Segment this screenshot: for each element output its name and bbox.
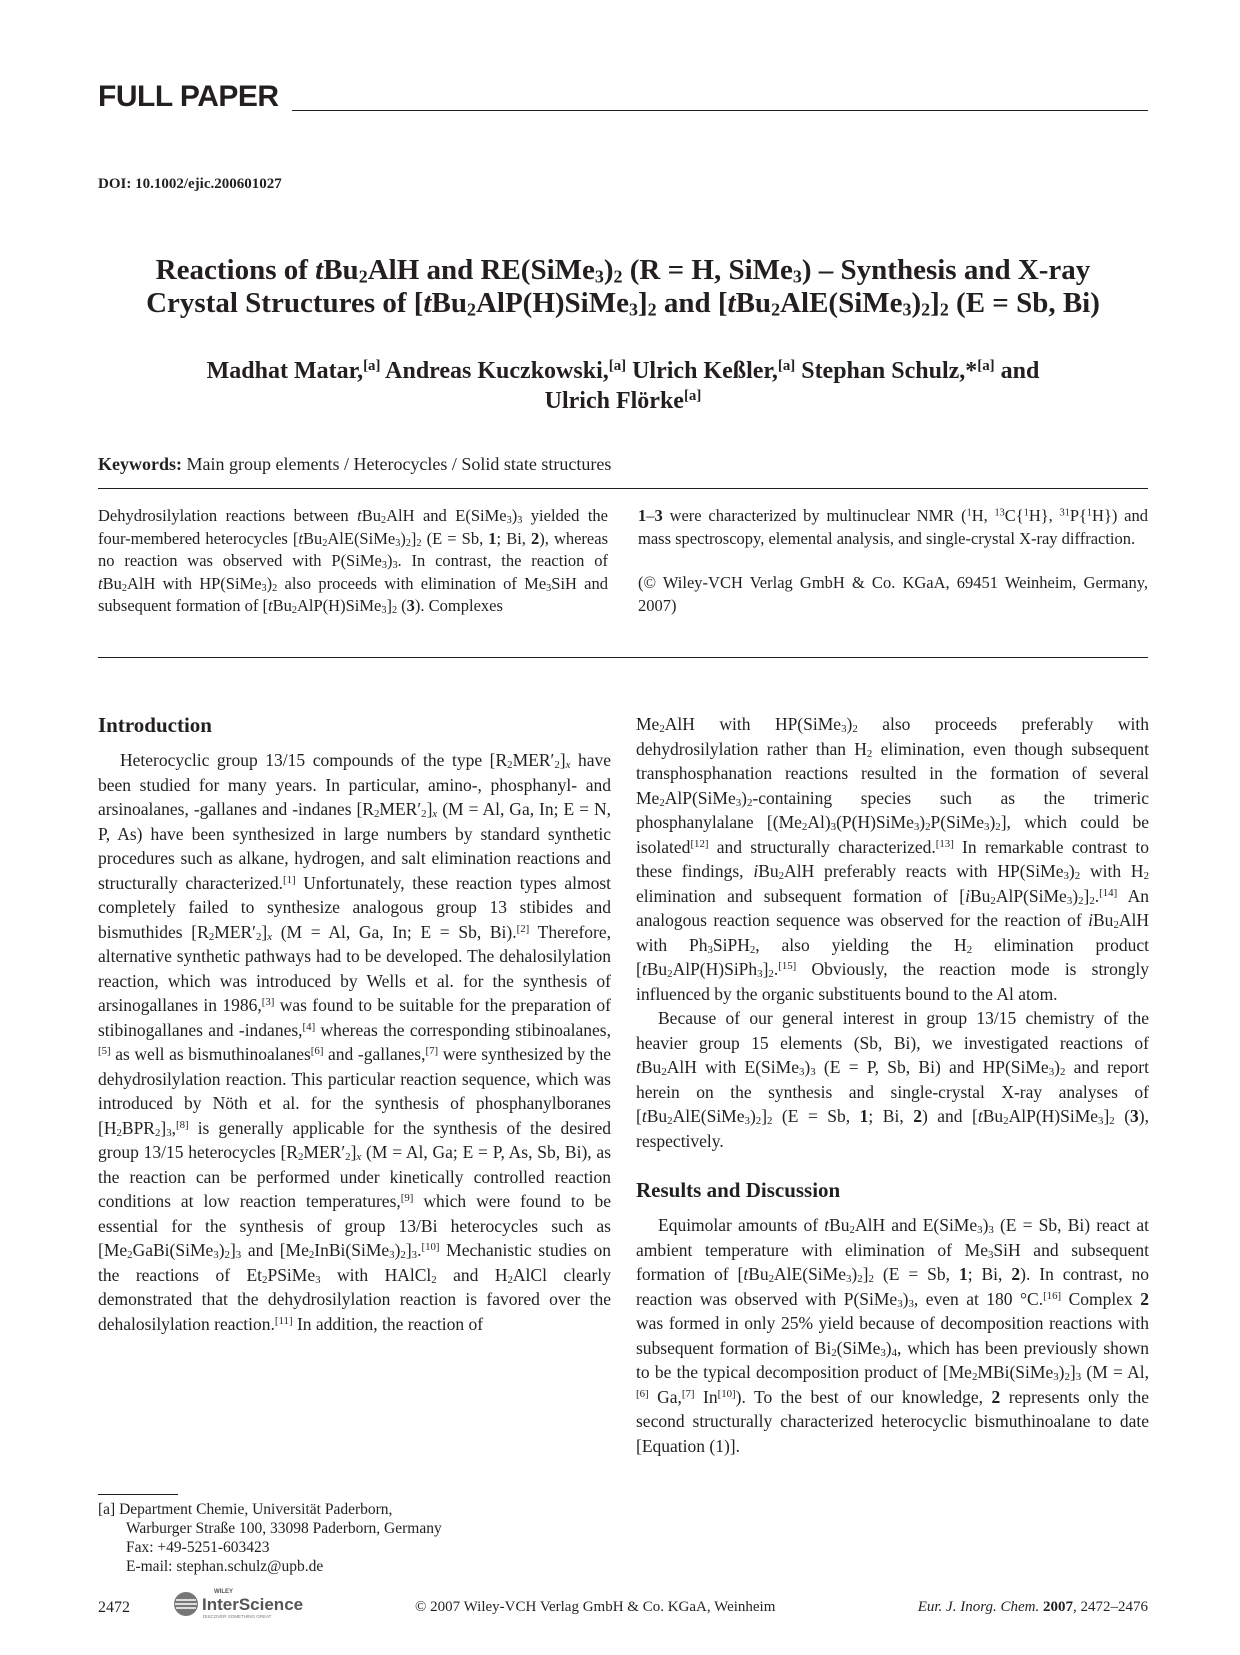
abstract-right: 1–3 were characterized by multinuclear NMR ($^1$H, $^{13}$C{$^1$H}, $^{31}$P{$^1$H}) and mass spectroscopy, elemental analysis, and single-crystal X-ray diffraction. (© Wiley-VCH Verlag GmbH & Co. KGaA, 69451 Weinheim, Germany, 2007) (638, 505, 1148, 617)
abstract-rule (98, 657, 1148, 658)
abstract-left: Dehydrosilylation reactions between tBu$_2$AlH and $E(SiMe_3)_3$ yielded the four-membered heterocycles $[tBu_2AlE(SiMe_3)_2]_2$ (E = Sb, 1; Bi, 2), whereas no reaction was observed with $P(SiMe_3)_3$. In contrast, the reaction of tBu$_2$AlH with $HP(SiMe_3)_2$ also proceeds with elimination of $Me_3SiH$ and subsequent formation of $[tBu_2AlP(H)SiMe_3]_2$ (3). Complexes (98, 506, 609, 617)
keywords-rule (98, 488, 1148, 489)
footer-copyright: © 2007 Wiley-VCH Verlag GmbH & Co. KGaA, Weinheim (415, 1599, 776, 1615)
doi: DOI: 10.1002/ejic.200601027 (98, 176, 282, 192)
footnote-rule (98, 1494, 178, 1495)
svg-text:DISCOVER SOMETHING GREAT: DISCOVER SOMETHING GREAT (203, 1614, 272, 1619)
svg-text:InterScience: InterScience (202, 1595, 304, 1614)
page-number: 2472 (98, 1599, 130, 1616)
abstract-copyright: (© Wiley-VCH Verlag GmbH & Co. KGaA, 69451 Weinheim, Germany, 2007) (638, 573, 1148, 615)
paper-title: Reactions of tBu$_2$AlH and $RE(SiMe_3)_2$ (R = H, SiMe$_3$) – Synthesis and X-ray Crystal Structures of $[tBu_2AlP(H)SiMe_3]_2$ and $[tBu_2AlE(SiMe_3)_2]_2$ (E = Sb, Bi) (146, 254, 1100, 320)
interscience-logo (170, 1585, 340, 1621)
section-heading-results: Results and Discussion (636, 1178, 841, 1202)
affiliation-footnote: [a] Department Chemie, Universität Paderborn, Warburger Straße 100, 33098 Paderborn, Germany Fax: +49-5251-603423 E-mail: stephan.schulz@upb.de (98, 1501, 442, 1575)
header-rule (292, 110, 1148, 111)
body-column-left: Introduction Heterocyclic group 13/15 compounds of the type $[R_2MER'_2]_x$ have been studied for many years. In particular, amino-, phosphanyl- and arsinoalanes, -gallanes and -indanes $[R_2MER'_2]_x$ (M = Al, Ga, In; E = N, P, As) have been synthesized in large numbers by standard synthetic procedures such as alkane, hydrogen, and salt elimination reactions and structurally characterized.[1] Unfortunately, these reaction types almost completely failed to synthesize analogous group 13 stibides and bismuthides $[R_2MER'_2]_x$ (M = Al, Ga, In; E = Sb, Bi).[2] Therefore, alternative synthetic pathways had to be developed. The dehalosilylation reaction, which was introduced by Wells et al. for the synthesis of arsinogallanes in 1986,[3] was found to be suitable for the preparation of stibinogallanes and -indanes,[4] whereas the corresponding stibinoalanes,[5] as well as bismuthinoalanes[6] and -gallanes,[7] were synthesized by the dehydrosilylation reaction. This particular reaction sequence, which was introduced by Nöth et al. for the synthesis of phosphanylboranes $[H_2BPR_2]_3,[8]$ is generally applicable for the synthesis of the desired group 13/15 heterocycles $[R_2MER'_2]_x$ (M = Al, Ga; E = P, As, Sb, Bi), as the reaction can be performed under kinetically controlled reaction conditions at low reaction temperatures,[9] which were found to be essential for the synthesis of group 13/Bi heterocycles such as $[Me_2GaBi(SiMe_3)_2]_3$ and $[Me_2InBi(SiMe_3)_2]_3.[10]$ Mechanistic studies on the reactions of $Et_2PSiMe_3$ with HAlCl$_2$ and $H_2AlCl$ clearly demonstrated that the dehydrosilylation reaction is favored over the dehalosilylation reaction.[11] In addition, the reaction of (98, 713, 611, 1334)
keywords: Keywords: Main group elements / Heterocycles / Solid state structures (98, 454, 612, 474)
journal-citation: Eur. J. Inorg. Chem. 2007, 2472–2476 (917, 1599, 1148, 1615)
body-column-right: $Me_2AlH$ with $HP(SiMe_3)_2$ also proceeds preferably with dehydrosilylation rather than $H_2$ elimination, even though subsequent transphosphanation reactions resulted in the formation of several $Me_2AlP(SiMe_3)_2$-containing species such as the trimeric phosphanylalane $[(Me_2Al)_3(P(H)SiMe_3)_2P(SiMe_3)_2]$, which could be isolated[12] and structurally characterized.[13] In remarkable contrast to these findings, iBu$_2$AlH preferably reacts with $HP(SiMe_3)_2$ with $H_2$ elimination and subsequent formation of $[iBu_2AlP(SiMe_3)_2]_2.[14]$ An analogous reaction sequence was observed for the reaction of iBu$_2$AlH with $Ph_3SiPH_2$, also yielding the $H_2$ elimination product $[tBu_2AlP(H)SiPh_3]_2.[15]$ Obviously, the reaction mode is strongly influenced by the organic substituents bound to the Al atom. Because of our general interest in group 13/15 chemistry of the heavier group 15 elements (Sb, Bi), we investigated reactions of tBu$_2$AlH with $E(SiMe_3)_3$ (E = P, Sb, Bi) and $HP(SiMe_3)_2$ and report herein on the synthesis and single-crystal X-ray analyses of $[tBu_2AlE(SiMe_3)_2]_2$ (E = Sb, 1; Bi, 2) and $[tBu_2AlP(H)SiMe_3]_2$ (3), respectively. Results and Discussion Equimolar amounts of tBu$_2$AlH and $E(SiMe_3)_3$ (E = Sb, Bi) react at ambient temperature with elimination of $Me_3SiH$ and subsequent formation of $[tBu_2AlE(SiMe_3)_2]_2$ (E = Sb, 1; Bi, 2). In contrast, no reaction was observed with $P(SiMe_3)_3$, even at 180 °C.[16] Complex 2 was formed in only 25% yield because of decomposition reactions with subsequent formation of $Bi_2(SiMe_3)_4$, which has been previously shown to be the typical decomposition product of $[Me_2MBi(SiMe_3)_2]_3$ (M = Al,[6] Ga,[7] In[10]). To the best of our knowledge, 2 represents only the second structurally characterized heterocyclic bismuthinoalane to date [Equation (1)]. (636, 714, 1150, 1456)
svg-text:WILEY: WILEY (214, 1589, 233, 1595)
header-label: FULL PAPER (98, 80, 279, 113)
section-heading-introduction: Introduction (98, 713, 212, 737)
authors: Madhat Matar,[a] Andreas Kuczkowski,[a] Ulrich Keßler,[a] Stephan Schulz,*[a] and Ulrich Flörke[a] (206, 357, 1040, 414)
